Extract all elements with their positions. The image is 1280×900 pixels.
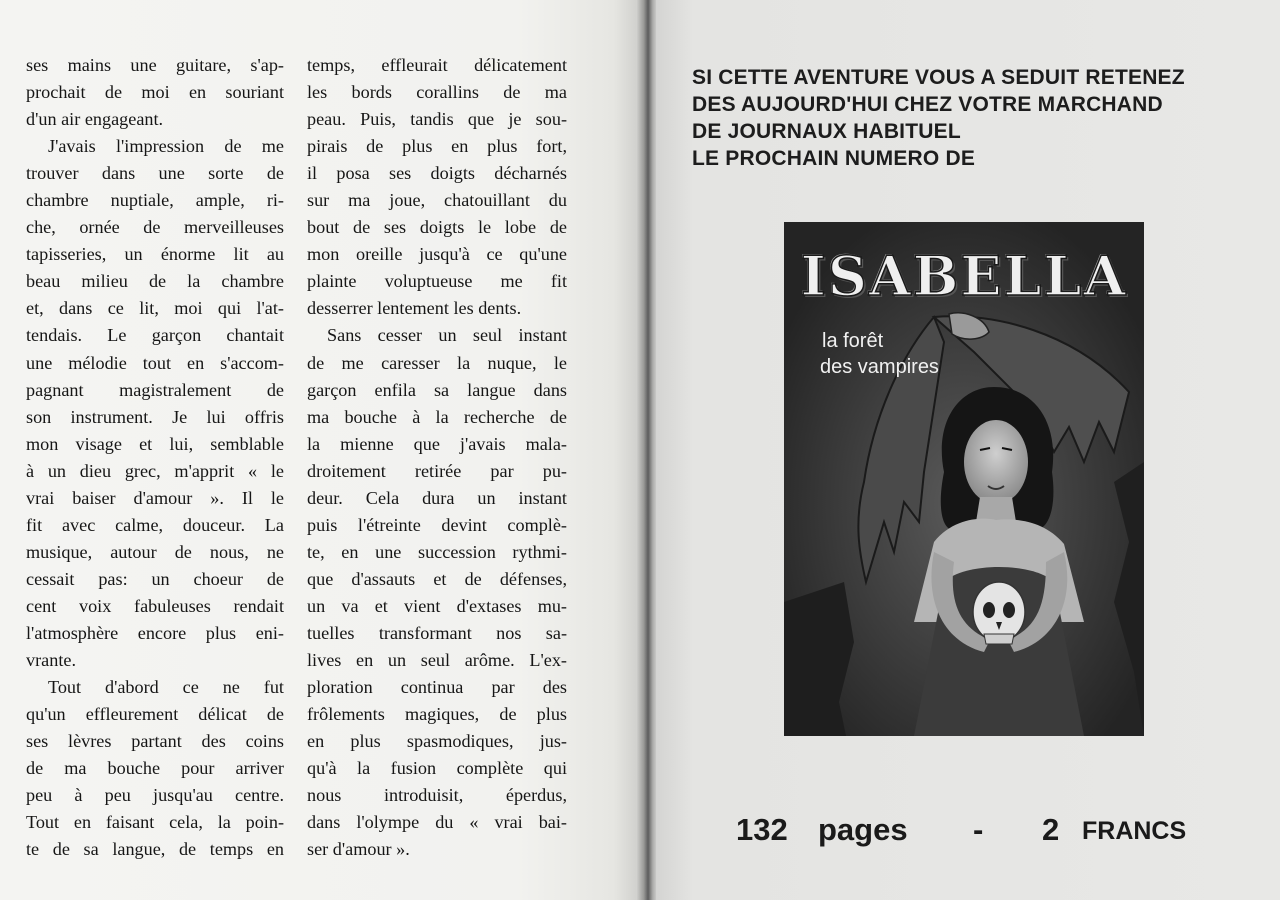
book-gutter — [636, 0, 658, 900]
text-line: une mélodie tout en s'accom- — [26, 352, 284, 373]
announcement-line: DE JOURNAUX HABITUEL — [692, 120, 961, 143]
text-line: plainte voluptueuse me fit — [307, 271, 567, 292]
announcement-line: LE PROCHAIN NUMERO DE — [692, 147, 976, 170]
text-column-2 — [307, 52, 567, 863]
paragraph — [26, 52, 284, 133]
text-line: bout de ses doigts le lobe de — [307, 217, 567, 238]
text-line: tapisseries, un énorme lit au — [26, 244, 284, 265]
text-line: cent voix fabuleuses rendait — [26, 595, 284, 616]
page-count-label: pages — [818, 812, 908, 847]
text-line: dans l'olympe du « vrai bai- — [307, 812, 567, 833]
text-line: droitement retirée par pu- — [307, 460, 567, 481]
text-line: te de sa langue, de temps en — [26, 839, 284, 860]
text-line: J'avais l'impression de me — [48, 136, 284, 157]
text-line: pagnant magistralement de — [26, 379, 284, 400]
text-line: lives en un seul arôme. L'ex- — [307, 650, 567, 671]
text-line: frôlements magiques, de plus — [307, 704, 567, 725]
price-currency: FRANCS — [1082, 817, 1187, 845]
cover-subtitle — [820, 328, 939, 380]
text-line: temps, effleurait délicatement — [307, 55, 567, 75]
text-line: desserrer lentement les dents. — [307, 298, 522, 319]
page-count: 132 — [736, 812, 788, 847]
text-line: mon visage et lui, semblable — [26, 433, 284, 454]
text-line: deur. Cela dura un instant — [307, 487, 567, 508]
text-line: ma bouche à la recherche de — [307, 406, 567, 427]
text-line: musique, autour de nous, ne — [26, 541, 284, 562]
text-line: beau milieu de la chambre — [26, 271, 284, 292]
text-line: ses mains une guitare, s'ap- — [26, 55, 284, 75]
text-line: qu'à la fusion complète qui — [307, 758, 567, 779]
text-line: fit avec calme, douceur. La — [26, 514, 284, 535]
text-line: che, ornée de merveilleuses — [26, 217, 284, 238]
paragraph — [26, 133, 284, 674]
cover-title: ISABELLA — [800, 244, 1128, 308]
paragraph — [307, 322, 567, 863]
text-line: cessait pas: un choeur de — [26, 568, 284, 589]
text-line: nous introduisit, éperdus, — [307, 785, 567, 806]
text-line: tuelles transformant nos sa- — [307, 622, 567, 643]
text-line: ser d'amour ». — [307, 839, 410, 860]
text-line: de me caresser la nuque, le — [307, 352, 567, 373]
price-separator: - — [973, 812, 984, 847]
price-amount: 2 — [1042, 812, 1060, 847]
announcement-line: DES AUJOURD'HUI CHEZ VOTRE MARCHAND — [692, 93, 1163, 116]
text-line: de ma bouche pour arriver — [26, 758, 284, 779]
text-line: chambre nuptiale, ample, ri- — [26, 190, 284, 211]
paragraph — [26, 674, 284, 863]
text-line: garçon enfila sa langue dans — [307, 379, 567, 400]
text-line: ploration continua par des — [307, 677, 567, 698]
text-line: son instrument. Je lui offris — [26, 406, 284, 427]
text-line: l'atmosphère encore plus eni- — [26, 622, 284, 643]
announcement-line: SI CETTE AVENTURE VOUS A SEDUIT RETENEZ — [692, 66, 1185, 89]
right-page — [656, 0, 1280, 900]
announcement-text — [692, 64, 1252, 172]
text-line: la mienne que j'avais mala- — [307, 433, 567, 454]
text-line: prochait de moi en souriant — [26, 82, 284, 103]
text-line: que d'assauts et de défenses, — [307, 568, 567, 589]
text-line: trouver dans une sorte de — [26, 163, 284, 184]
text-line: en plus spasmodiques, jus- — [307, 731, 567, 752]
text-line: Tout d'abord ce ne fut — [48, 677, 284, 698]
text-line: d'un air engageant. — [26, 109, 164, 130]
text-line: puis l'étreinte devint complè- — [307, 514, 567, 535]
text-line: un va et vient d'extases mu- — [307, 595, 567, 616]
text-line: ses lèvres partant des coins — [26, 731, 284, 752]
text-column-1 — [26, 52, 284, 863]
text-line: mon oreille jusqu'à ce qu'une — [307, 244, 567, 265]
paragraph — [307, 52, 567, 322]
text-line: Sans cesser un seul instant — [327, 325, 567, 346]
text-line: sur ma joue, chatouillant du — [307, 190, 567, 211]
text-line: peu à peu jusqu'au centre. — [26, 785, 284, 806]
cover-subtitle-line: la forêt — [822, 330, 884, 352]
text-line: tendais. Le garçon chantait — [26, 325, 284, 346]
text-line: les bords corallins de ma — [307, 82, 567, 103]
text-line: il posa ses doigts décharnés — [307, 163, 567, 184]
cover-subtitle-line: des vampires — [820, 356, 939, 378]
text-line: te, en une succession rythmi- — [307, 541, 567, 562]
text-line: qu'un effleurement délicat de — [26, 704, 284, 725]
text-line: peau. Puis, tandis que je sou- — [307, 109, 567, 130]
text-line: et, dans ce lit, moi qui l'at- — [26, 298, 284, 319]
text-line: pirais de plus en plus fort, — [307, 136, 567, 157]
text-line: vrai baiser d'amour ». Il le — [26, 487, 284, 508]
text-line: Tout en faisant cela, la poin- — [26, 812, 284, 833]
text-line: vrante. — [26, 650, 76, 671]
text-line: à un dieu grec, m'apprit « le — [26, 460, 284, 481]
book-cover-image — [784, 222, 1144, 736]
